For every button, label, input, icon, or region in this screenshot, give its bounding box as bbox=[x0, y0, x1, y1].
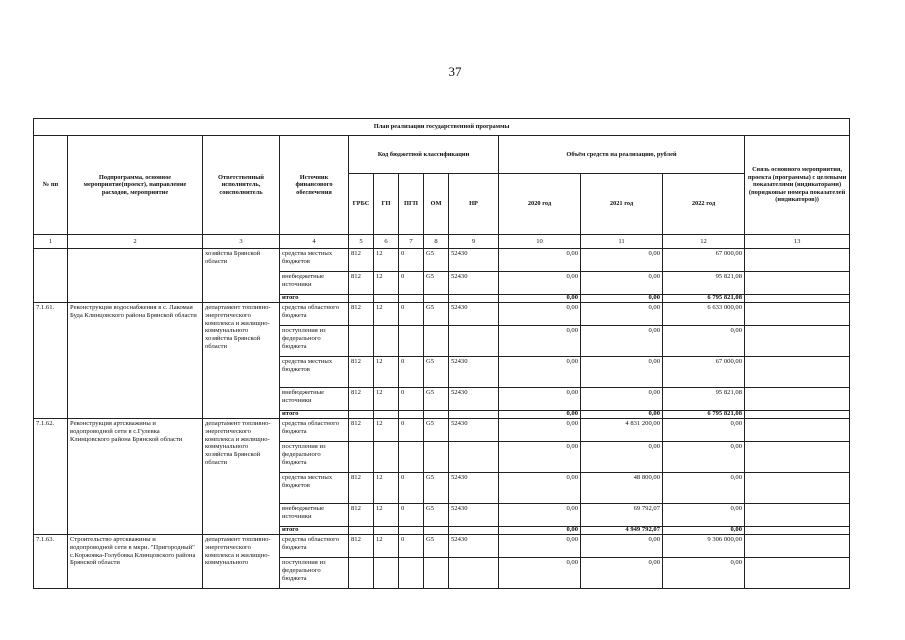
link-cell bbox=[745, 411, 850, 419]
program-name: Реконструкция артскважины и водопроводной сети в с.Гулевка Клинцовского района Брянской области bbox=[68, 419, 203, 535]
grbs-cell: 812 bbox=[349, 504, 374, 527]
header-link: Связь основного мероприятия, проекта (программы) с целевыми показателями (индикаторами) (порядковые номера показателей (индикаторов)) bbox=[745, 136, 850, 235]
nr-cell bbox=[449, 558, 499, 589]
amount-y2020: 0,00 bbox=[499, 442, 581, 473]
pgp-cell: 0 bbox=[399, 535, 424, 558]
amount-y2022: 0,00 bbox=[663, 473, 745, 504]
nr-cell: 52430 bbox=[449, 535, 499, 558]
om-cell: G5 bbox=[424, 535, 449, 558]
om-cell bbox=[424, 442, 449, 473]
amount-y2022: 67 000,00 bbox=[663, 357, 745, 388]
program-name: Строительство артскважины и водопроводной сети в мкрн. "Пригородный" с.Коржовка-Голубовка Клинцовского района Брянской области bbox=[68, 535, 203, 589]
om-cell: G5 bbox=[424, 504, 449, 527]
om-cell bbox=[424, 527, 449, 535]
header-source: Источник финансового обеспечения bbox=[280, 136, 349, 235]
executor-cell: департамент топливно-энергетического комплекса и жилищно-коммунального bbox=[203, 535, 280, 589]
nr-cell: 52430 bbox=[449, 249, 499, 272]
table-row bbox=[34, 303, 850, 326]
source-cell: средства областного бюджета bbox=[280, 303, 349, 326]
om-cell: G5 bbox=[424, 388, 449, 411]
total-y2022: 0,00 bbox=[663, 527, 745, 535]
amount-y2020: 0,00 bbox=[499, 473, 581, 504]
source-cell: средства областного бюджета bbox=[280, 419, 349, 442]
header-executor: Ответственный исполнитель, соисполнитель bbox=[203, 136, 280, 235]
link-cell bbox=[745, 419, 850, 442]
nr-cell: 52430 bbox=[449, 504, 499, 527]
total-y2022: 6 795 821,08 bbox=[663, 411, 745, 419]
amount-y2020: 0,00 bbox=[499, 558, 581, 589]
total-label: итого bbox=[280, 527, 349, 535]
header-program: Подпрограмма, основное мероприятие(проект), направление расходов, мероприятие bbox=[68, 136, 203, 235]
gp-cell bbox=[374, 326, 399, 357]
nr-cell bbox=[449, 295, 499, 303]
om-cell bbox=[424, 558, 449, 589]
total-y2021: 4 949 792,07 bbox=[581, 527, 663, 535]
amount-y2021: 0,00 bbox=[581, 558, 663, 589]
amount-y2022: 0,00 bbox=[663, 442, 745, 473]
amount-y2022: 0,00 bbox=[663, 504, 745, 527]
gp-cell: 12 bbox=[374, 249, 399, 272]
column-numbers-row bbox=[34, 235, 850, 249]
source-cell: поступления из федерального бюджета bbox=[280, 558, 349, 589]
grbs-cell bbox=[349, 558, 374, 589]
link-cell bbox=[745, 473, 850, 504]
link-cell bbox=[745, 326, 850, 357]
link-cell bbox=[745, 442, 850, 473]
gp-cell: 12 bbox=[374, 535, 399, 558]
header-num: № пп bbox=[34, 136, 68, 235]
source-cell: средства местных бюджетов bbox=[280, 473, 349, 504]
om-cell: G5 bbox=[424, 357, 449, 388]
grbs-cell bbox=[349, 527, 374, 535]
amount-y2022: 6 633 000,00 bbox=[663, 303, 745, 326]
table-body bbox=[34, 249, 850, 589]
source-cell: поступления из федерального бюджета bbox=[280, 326, 349, 357]
amount-y2021: 0,00 bbox=[581, 272, 663, 295]
program-name: Реконструкция водоснабжения в с. Лакомая Буда Клинцовского района Брянской области bbox=[68, 303, 203, 419]
amount-y2022: 0,00 bbox=[663, 326, 745, 357]
column-number: 1 bbox=[34, 235, 68, 249]
pgp-cell: 0 bbox=[399, 388, 424, 411]
gp-cell: 12 bbox=[374, 303, 399, 326]
link-cell bbox=[745, 249, 850, 272]
source-cell: внебюджетные источники bbox=[280, 504, 349, 527]
grbs-cell: 812 bbox=[349, 388, 374, 411]
column-number: 13 bbox=[745, 235, 850, 249]
total-y2022: 6 795 821,08 bbox=[663, 295, 745, 303]
header-2022: 2022 год bbox=[663, 174, 745, 235]
header-volume: Объём средств на реализацию, рублей bbox=[499, 136, 745, 174]
source-cell: поступления из федерального бюджета bbox=[280, 442, 349, 473]
amount-y2020: 0,00 bbox=[499, 272, 581, 295]
amount-y2020: 0,00 bbox=[499, 535, 581, 558]
om-cell: G5 bbox=[424, 249, 449, 272]
om-cell: G5 bbox=[424, 272, 449, 295]
table-header bbox=[34, 119, 850, 249]
grbs-cell: 812 bbox=[349, 303, 374, 326]
amount-y2022: 95 821,08 bbox=[663, 388, 745, 411]
gp-cell: 12 bbox=[374, 357, 399, 388]
column-number: 4 bbox=[280, 235, 349, 249]
pgp-cell: 0 bbox=[399, 504, 424, 527]
gp-cell bbox=[374, 411, 399, 419]
pgp-cell bbox=[399, 295, 424, 303]
amount-y2021: 4 831 200,00 bbox=[581, 419, 663, 442]
header-nr: НР bbox=[449, 174, 499, 235]
gp-cell: 12 bbox=[374, 419, 399, 442]
column-number: 7 bbox=[399, 235, 424, 249]
source-cell: средства областного бюджета bbox=[280, 535, 349, 558]
pgp-cell bbox=[399, 442, 424, 473]
column-number: 11 bbox=[581, 235, 663, 249]
om-cell bbox=[424, 295, 449, 303]
gp-cell: 12 bbox=[374, 504, 399, 527]
pgp-cell: 0 bbox=[399, 303, 424, 326]
pgp-cell: 0 bbox=[399, 357, 424, 388]
table-row bbox=[34, 249, 850, 272]
link-cell bbox=[745, 272, 850, 295]
nr-cell bbox=[449, 527, 499, 535]
amount-y2021: 0,00 bbox=[581, 303, 663, 326]
grbs-cell: 812 bbox=[349, 473, 374, 504]
amount-y2020: 0,00 bbox=[499, 303, 581, 326]
om-cell bbox=[424, 411, 449, 419]
column-number: 6 bbox=[374, 235, 399, 249]
link-cell bbox=[745, 535, 850, 558]
amount-y2020: 0,00 bbox=[499, 388, 581, 411]
nr-cell: 52430 bbox=[449, 473, 499, 504]
grbs-cell: 812 bbox=[349, 535, 374, 558]
column-number: 8 bbox=[424, 235, 449, 249]
num-cell bbox=[34, 249, 68, 303]
om-cell: G5 bbox=[424, 473, 449, 504]
pgp-cell: 0 bbox=[399, 473, 424, 504]
grbs-cell: 812 bbox=[349, 272, 374, 295]
header-2021: 2021 год bbox=[581, 174, 663, 235]
link-cell bbox=[745, 558, 850, 589]
amount-y2022: 95 821,08 bbox=[663, 272, 745, 295]
pgp-cell: 0 bbox=[399, 272, 424, 295]
grbs-cell: 812 bbox=[349, 357, 374, 388]
grbs-cell bbox=[349, 442, 374, 473]
grbs-cell bbox=[349, 326, 374, 357]
column-number: 3 bbox=[203, 235, 280, 249]
pgp-cell bbox=[399, 558, 424, 589]
amount-y2021: 0,00 bbox=[581, 326, 663, 357]
gp-cell bbox=[374, 295, 399, 303]
gp-cell bbox=[374, 442, 399, 473]
column-number: 5 bbox=[349, 235, 374, 249]
amount-y2021: 0,00 bbox=[581, 249, 663, 272]
nr-cell: 52430 bbox=[449, 303, 499, 326]
item-number: 7.1.62. bbox=[34, 419, 68, 535]
executor-cell: департамент топливно-энергетического комплекса и жилищно-коммунального хозяйства Брянской области bbox=[203, 303, 280, 419]
total-y2021: 0,00 bbox=[581, 295, 663, 303]
item-number: 7.1.61. bbox=[34, 303, 68, 419]
header-grbs: ГРБС bbox=[349, 174, 374, 235]
link-cell bbox=[745, 388, 850, 411]
column-number: 2 bbox=[68, 235, 203, 249]
program-cell bbox=[68, 249, 203, 303]
gp-cell bbox=[374, 558, 399, 589]
source-cell: внебюджетные источники bbox=[280, 272, 349, 295]
grbs-cell: 812 bbox=[349, 249, 374, 272]
nr-cell: 52430 bbox=[449, 357, 499, 388]
amount-y2021: 69 792,07 bbox=[581, 504, 663, 527]
amount-y2022: 0,00 bbox=[663, 558, 745, 589]
link-cell bbox=[745, 504, 850, 527]
total-label: итого bbox=[280, 411, 349, 419]
source-cell: внебюджетные источники bbox=[280, 388, 349, 411]
executor-cell: департамент топливно-энергетического комплекса и жилищно-коммунального хозяйства Брянской области bbox=[203, 419, 280, 535]
amount-y2022: 0,00 bbox=[663, 419, 745, 442]
header-pgp: ПГП bbox=[399, 174, 424, 235]
amount-y2021: 0,00 bbox=[581, 357, 663, 388]
grbs-cell bbox=[349, 411, 374, 419]
nr-cell bbox=[449, 442, 499, 473]
amount-y2021: 0,00 bbox=[581, 442, 663, 473]
om-cell: G5 bbox=[424, 303, 449, 326]
program-plan-table bbox=[33, 118, 850, 589]
gp-cell bbox=[374, 527, 399, 535]
grbs-cell bbox=[349, 295, 374, 303]
amount-y2020: 0,00 bbox=[499, 419, 581, 442]
source-cell: средства местных бюджетов bbox=[280, 249, 349, 272]
header-budget-code: Код бюджетной классификации bbox=[349, 136, 499, 174]
total-y2021: 0,00 bbox=[581, 411, 663, 419]
column-number: 12 bbox=[663, 235, 745, 249]
header-2020: 2020 год bbox=[499, 174, 581, 235]
gp-cell: 12 bbox=[374, 473, 399, 504]
link-cell bbox=[745, 295, 850, 303]
pgp-cell bbox=[399, 411, 424, 419]
column-number: 9 bbox=[449, 235, 499, 249]
nr-cell: 52430 bbox=[449, 272, 499, 295]
nr-cell: 52430 bbox=[449, 388, 499, 411]
nr-cell bbox=[449, 326, 499, 357]
amount-y2020: 0,00 bbox=[499, 357, 581, 388]
om-cell: G5 bbox=[424, 419, 449, 442]
header-gp: ГП bbox=[374, 174, 399, 235]
total-y2020: 0,00 bbox=[499, 411, 581, 419]
executor-cell: хозяйства Брянской области bbox=[203, 249, 280, 303]
total-y2020: 0,00 bbox=[499, 295, 581, 303]
gp-cell: 12 bbox=[374, 272, 399, 295]
pgp-cell: 0 bbox=[399, 419, 424, 442]
amount-y2020: 0,00 bbox=[499, 326, 581, 357]
header-om: ОМ bbox=[424, 174, 449, 235]
link-cell bbox=[745, 357, 850, 388]
grbs-cell: 812 bbox=[349, 419, 374, 442]
pgp-cell: 0 bbox=[399, 249, 424, 272]
table-row bbox=[34, 419, 850, 442]
link-cell bbox=[745, 527, 850, 535]
table-caption: План реализации государственной программы bbox=[34, 119, 850, 136]
pgp-cell bbox=[399, 326, 424, 357]
amount-y2020: 0,00 bbox=[499, 249, 581, 272]
source-cell: средства местных бюджетов bbox=[280, 357, 349, 388]
page-number: 37 bbox=[448, 64, 462, 79]
gp-cell: 12 bbox=[374, 388, 399, 411]
amount-y2021: 0,00 bbox=[581, 535, 663, 558]
link-cell bbox=[745, 303, 850, 326]
nr-cell bbox=[449, 411, 499, 419]
om-cell bbox=[424, 326, 449, 357]
total-y2020: 0,00 bbox=[499, 527, 581, 535]
table-row bbox=[34, 535, 850, 558]
amount-y2022: 67 000,00 bbox=[663, 249, 745, 272]
column-number: 10 bbox=[499, 235, 581, 249]
amount-y2021: 0,00 bbox=[581, 388, 663, 411]
pgp-cell bbox=[399, 527, 424, 535]
nr-cell: 52430 bbox=[449, 419, 499, 442]
total-label: итого bbox=[280, 295, 349, 303]
amount-y2022: 9 306 000,00 bbox=[663, 535, 745, 558]
amount-y2020: 0,00 bbox=[499, 504, 581, 527]
item-number: 7.1.63. bbox=[34, 535, 68, 589]
amount-y2021: 48 800,00 bbox=[581, 473, 663, 504]
